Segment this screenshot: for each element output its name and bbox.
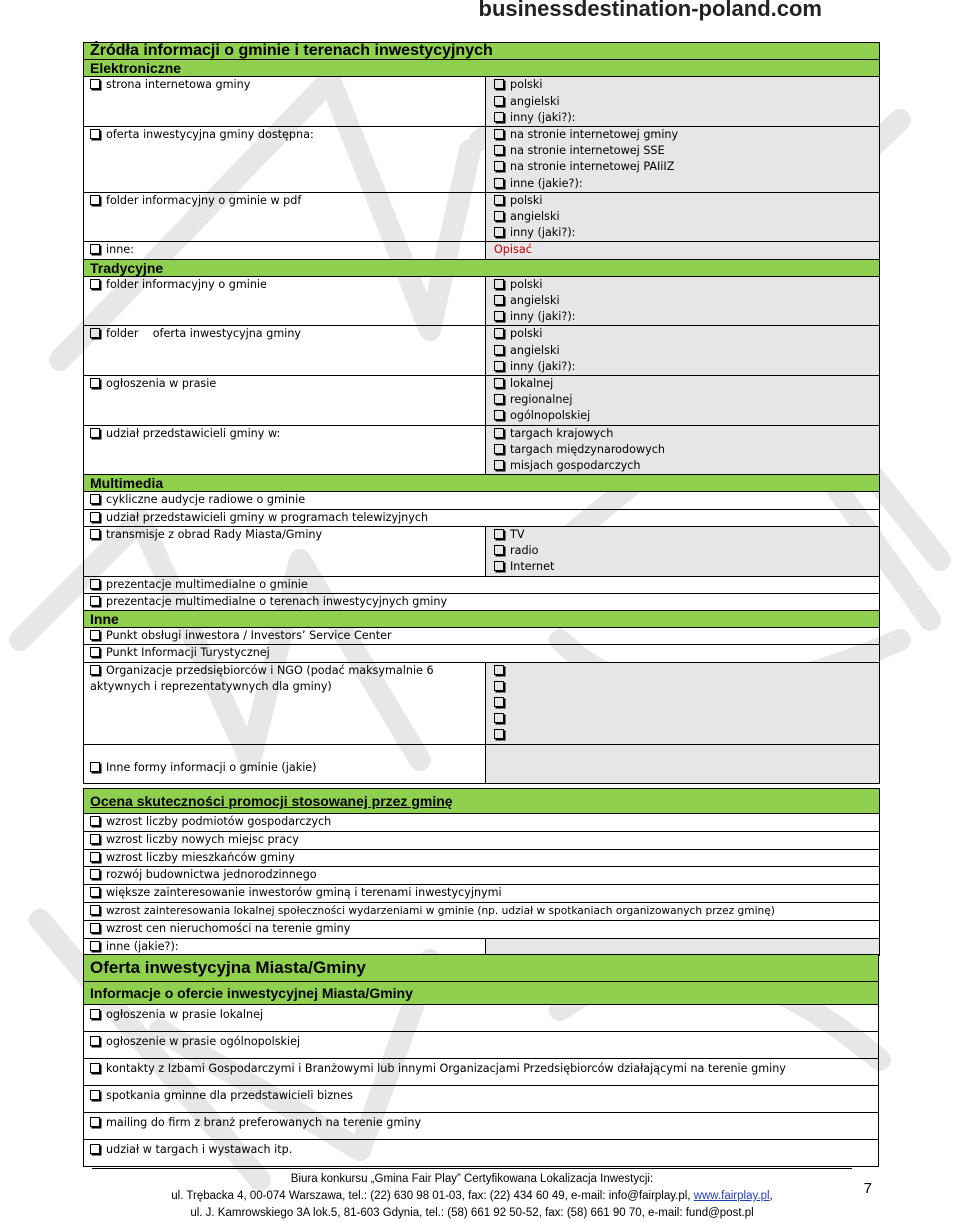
checkbox[interactable] — [494, 545, 504, 555]
checkbox[interactable] — [90, 762, 100, 772]
row-tourist-info — [84, 645, 880, 662]
checkbox[interactable] — [494, 145, 504, 155]
other-heading: Inne — [84, 610, 880, 627]
option-label: wzrost liczby nowych miejsc pracy — [106, 832, 299, 846]
checkbox[interactable] — [90, 905, 100, 915]
option-label: polski — [510, 277, 543, 291]
option-label: strona internetowa gminy — [106, 78, 251, 92]
checkbox[interactable] — [494, 279, 504, 289]
footer-warsaw-address: ul. Trębacka 4, 00-074 Warszawa, tel.: (22) 630 98 01-03, fax: (22) 434 60 49, e-mail: info@fairplay.pl, — [171, 1190, 694, 1202]
option-label: inne: — [106, 243, 134, 257]
option-label: prezentacje multimedialne o gminie — [106, 577, 308, 591]
checkbox[interactable] — [494, 129, 504, 139]
electronic-heading: Elektroniczne — [84, 60, 880, 77]
checkbox[interactable] — [90, 834, 100, 844]
option-label: prezentacje multimedialne o terenach inwestycyjnych gminy — [106, 594, 448, 608]
checkbox[interactable] — [494, 713, 504, 723]
option-label: cykliczne audycje radiowe o gminie — [106, 493, 306, 507]
option-label: targach międzynarodowych — [510, 442, 665, 456]
row-pdf-folder — [84, 192, 880, 242]
option-label: inny (jaki?): — [510, 110, 576, 124]
checkbox[interactable] — [90, 1090, 100, 1100]
offer-table — [83, 954, 879, 1167]
page-number: 7 — [863, 1180, 872, 1197]
checkbox[interactable] — [494, 681, 504, 691]
option-label: wzrost cen nieruchomości na terenie gminy — [106, 921, 351, 935]
checkbox[interactable] — [90, 512, 100, 522]
checkbox[interactable] — [90, 328, 100, 338]
checkbox[interactable] — [494, 112, 504, 122]
checkbox[interactable] — [494, 361, 504, 371]
effectiveness-table — [83, 788, 880, 956]
row-investment-offer — [84, 127, 880, 193]
row-council-broadcasts — [84, 526, 880, 576]
option-label: Organizacje przedsiębiorców i NGO (podać maksymalnie 6 aktywnych i reprezentatywnych dla gminy) — [90, 663, 434, 693]
option-label: radio — [510, 544, 539, 558]
option-label: inne (jakie?): — [106, 939, 179, 953]
option-label: ogłoszenia w prasie lokalnej — [106, 1008, 264, 1021]
checkbox[interactable] — [90, 816, 100, 826]
row-press — [84, 376, 880, 426]
option-label: folder oferta inwestycyjna gminy — [106, 327, 302, 341]
checkbox[interactable] — [90, 529, 100, 539]
option-label: Punkt Informacji Turystycznej — [106, 646, 270, 660]
checkbox[interactable] — [90, 195, 100, 205]
option-label: spotkania gminne dla przedstawicieli biznes — [106, 1089, 353, 1102]
checkbox[interactable] — [494, 227, 504, 237]
option-label: udział w targach i wystawach itp. — [106, 1143, 293, 1156]
offer-title: Oferta inwestycyjna Miasta/Gminy — [84, 955, 879, 982]
row-representatives — [84, 425, 880, 475]
checkbox[interactable] — [90, 494, 100, 504]
option-label: wzrost liczby podmiotów gospodarczych — [106, 815, 332, 828]
checkbox[interactable] — [90, 378, 100, 388]
checkbox[interactable] — [90, 923, 100, 933]
row-presentations-gmina — [84, 576, 880, 593]
multimedia-heading: Multimedia — [84, 475, 880, 492]
footer-line-1: Biura konkursu „Gmina Fair Play” Certyfikowana Lokalizacja Inwestycji: — [290, 1173, 654, 1185]
option-label: transmisje z obrad Rady Miasta/Gminy — [106, 527, 323, 541]
checkbox[interactable] — [494, 328, 504, 338]
option-label: udział przedstawicieli gminy w: — [106, 426, 281, 440]
option-label: inny (jaki?): — [510, 359, 576, 373]
row-other-forms — [84, 744, 880, 783]
checkbox[interactable] — [494, 311, 504, 321]
checkbox[interactable] — [90, 579, 100, 589]
row-offer-folder — [84, 326, 880, 376]
checkbox[interactable] — [494, 729, 504, 739]
row-presentations-sites — [84, 593, 880, 610]
checkbox[interactable] — [494, 378, 504, 388]
checkbox[interactable] — [90, 244, 100, 254]
row-investor-service — [84, 628, 880, 645]
offer-subtitle: Informacje o ofercie inwestycyjnej Miasta/Gminy — [84, 982, 879, 1005]
checkbox[interactable] — [494, 428, 504, 438]
row-website — [84, 77, 880, 127]
checkbox[interactable] — [90, 630, 100, 640]
option-label: polski — [510, 327, 543, 341]
checkbox[interactable] — [494, 529, 504, 539]
option-label: ogłoszenia w prasie — [106, 377, 217, 391]
checkbox[interactable] — [494, 295, 504, 305]
checkbox[interactable] — [90, 887, 100, 897]
option-label: ogólnopolskiej — [510, 409, 591, 423]
row-ngo — [84, 662, 880, 744]
option-label: na stronie internetowej SSE — [510, 144, 665, 158]
checkbox[interactable] — [494, 697, 504, 707]
checkbox[interactable] — [90, 428, 100, 438]
option-label: oferta inwestycyjna gminy dostępna: — [106, 128, 314, 142]
checkbox[interactable] — [90, 1036, 100, 1046]
option-label: targach krajowych — [510, 426, 614, 440]
option-label: większe zainteresowanie inwestorów gminą i terenami inwestycyjnymi — [106, 886, 502, 900]
effectiveness-heading: Ocena skuteczności promocji stosowanej przez gminę — [84, 789, 880, 814]
row-other-electronic — [84, 242, 880, 259]
option-label: wzrost liczby mieszkańców gminy — [106, 850, 295, 864]
checkbox[interactable] — [494, 178, 504, 188]
checkbox[interactable] — [494, 211, 504, 221]
option-label: ogłoszenie w prasie ogólnopolskiej — [106, 1035, 301, 1048]
option-label: na stronie internetowej PAIiIZ — [510, 160, 675, 174]
option-label: TV — [510, 527, 525, 541]
sources-table — [83, 42, 880, 784]
checkbox[interactable] — [90, 596, 100, 606]
describe-note: Opisać — [494, 243, 532, 257]
option-label: Inne formy informacji o gminie (jakie) — [106, 761, 317, 775]
option-label: rozwój budownictwa jednorodzinnego — [106, 868, 317, 882]
checkbox[interactable] — [90, 647, 100, 657]
checkbox[interactable] — [90, 665, 100, 675]
option-label: inny (jaki?): — [510, 310, 576, 324]
checkbox[interactable] — [90, 1063, 100, 1073]
fairplay-link[interactable]: www.fairplay.pl — [693, 1190, 770, 1202]
option-label: polski — [510, 78, 543, 92]
checkbox[interactable] — [494, 345, 504, 355]
option-label: Punkt obsługi inwestora / Investors’ Service Center — [106, 629, 392, 643]
checkbox[interactable] — [90, 1144, 100, 1154]
option-label: folder informacyjny o gminie — [106, 277, 267, 291]
checkbox[interactable] — [494, 394, 504, 404]
row-radio-broadcasts — [84, 492, 880, 509]
checkbox[interactable] — [494, 561, 504, 571]
checkbox[interactable] — [90, 79, 100, 89]
footer-line-2 — [92, 1188, 852, 1205]
option-label: lokalnej — [510, 377, 554, 391]
checkbox[interactable] — [90, 279, 100, 289]
footer — [92, 1168, 852, 1222]
checkbox[interactable] — [494, 444, 504, 454]
checkbox[interactable] — [90, 1117, 100, 1127]
option-label: angielski — [510, 94, 560, 108]
checkbox[interactable] — [90, 869, 100, 879]
checkbox[interactable] — [494, 161, 504, 171]
option-label: udział przedstawicieli gminy w programach telewizyjnych — [106, 510, 429, 524]
checkbox[interactable] — [494, 460, 504, 470]
option-label: Internet — [510, 560, 555, 574]
row-tv-programs — [84, 509, 880, 526]
checkbox[interactable] — [90, 129, 100, 139]
footer-line-3: ul. J. Kamrowskiego 3A lok.5, 81-603 Gdynia, tel.: (58) 661 92 50-52, fax: (58) 661 90 70, e-mail: fund@post.pl — [190, 1207, 754, 1219]
option-label: wzrost zainteresowania lokalnej społeczności wydarzeniami w gminie (np. udział w spotkaniach organizowanych przez gminę) — [106, 904, 775, 917]
option-label: misjach gospodarczych — [510, 459, 641, 473]
checkbox[interactable] — [90, 1009, 100, 1019]
option-label: inny (jaki?): — [510, 226, 576, 240]
checkbox[interactable] — [90, 941, 100, 951]
footer-comma: , — [769, 1190, 773, 1202]
site-url: businessdestination-poland.com — [478, 0, 822, 21]
option-label: angielski — [510, 343, 560, 357]
option-label: mailing do firm z branż preferowanych na terenie gminy — [106, 1116, 422, 1129]
checkbox[interactable] — [494, 410, 504, 420]
option-label: angielski — [510, 294, 560, 308]
checkbox[interactable] — [494, 79, 504, 89]
option-label: inne (jakie?): — [510, 176, 583, 190]
traditional-heading: Tradycyjne — [84, 259, 880, 276]
checkbox[interactable] — [494, 195, 504, 205]
sources-title: Źródła informacji o gminie i terenach inwestycyjnych — [84, 43, 880, 60]
option-label: angielski — [510, 210, 560, 224]
checkbox[interactable] — [494, 665, 504, 675]
option-label: na stronie internetowej gminy — [510, 128, 679, 142]
option-label: regionalnej — [510, 393, 573, 407]
option-label: folder informacyjny o gminie w pdf — [106, 193, 302, 207]
row-info-folder — [84, 276, 880, 326]
option-label: polski — [510, 193, 543, 207]
checkbox[interactable] — [90, 852, 100, 862]
option-label: kontakty z Izbami Gospodarczymi i Branżowymi lub innymi Organizacjami Przedsiębiorców działającymi na terenie gminy — [106, 1062, 786, 1075]
checkbox[interactable] — [494, 96, 504, 106]
